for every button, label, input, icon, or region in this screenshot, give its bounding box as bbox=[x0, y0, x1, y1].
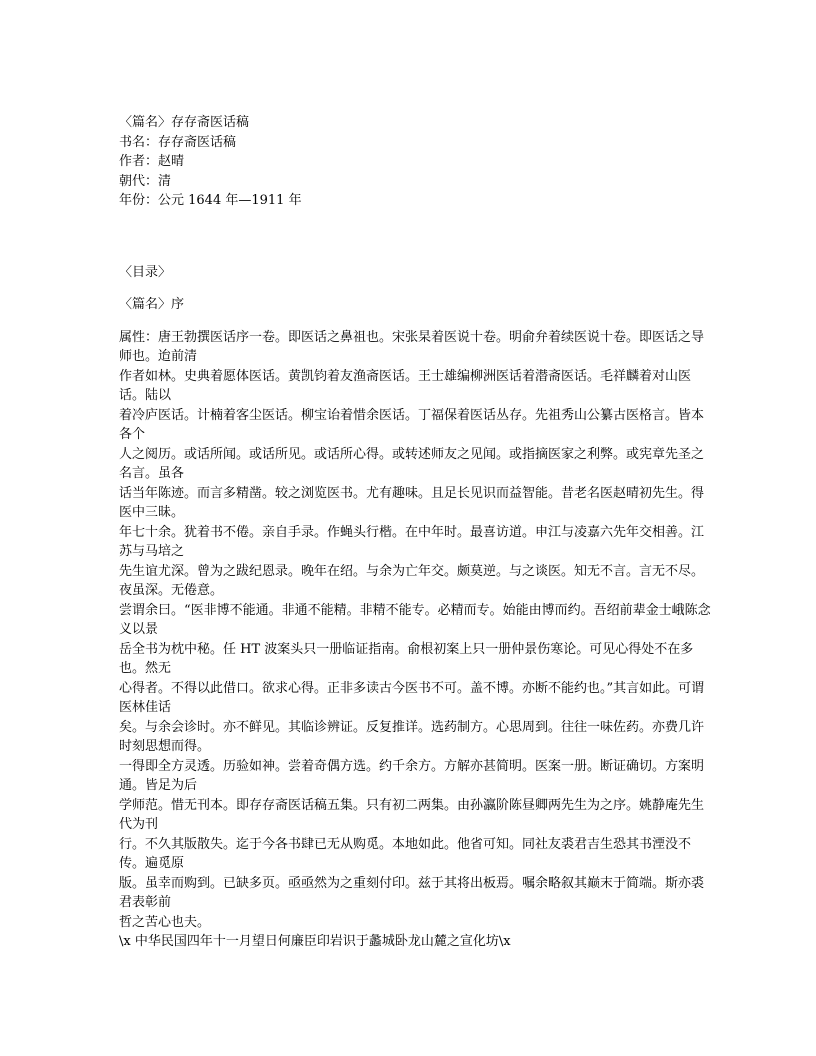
preface-line: 行。不久其版散失。迄于今各书肆已无从购觅。本地如此。他省可知。同社友裘君吉生恐其书湮没不传。遍觅原 bbox=[119, 836, 692, 871]
author-line: 作者：赵晴 bbox=[119, 154, 185, 169]
year-line: 年份：公元 1644 年—1911 年 bbox=[119, 193, 302, 208]
preface-line: 人之阅历。或话所闻。或话所见。或话所心得。或转述师友之见闻。或指摘医家之利弊。或宪章先圣之名言。虽各 bbox=[119, 446, 705, 481]
preface-line: 尝谓余曰。“医非博不能通。非通不能精。非精不能专。必精而专。始能由博而约。吾绍前辈金士峨陈念义以景 bbox=[119, 602, 711, 637]
preface-line: 岳全书为枕中秘。任 HT 波案头只一册临证指南。俞根初案上只一册仲景伤寒论。可见心得处不在多也。然无 bbox=[119, 641, 694, 676]
preface-line: 着冷庐医话。计楠着客尘医话。柳宝诒着惜余医话。丁福保着医话丛存。先祖秀山公纂古医格言。皆本各个 bbox=[119, 407, 705, 442]
preface-line: 心得者。不得以此借口。欲求心得。正非多读古今医书不可。盖不博。亦断不能约也。”其言如此。可谓医林佳话 bbox=[119, 680, 705, 715]
preface-line: 话当年陈迹。而言多精凿。较之浏览医书。尤有趣味。且足长见识而益智能。昔老名医赵晴初先生。得医中三昧。 bbox=[119, 485, 705, 520]
preface-body bbox=[119, 328, 714, 952]
preface-line: 版。虽幸而购到。已缺多页。亟亟然为之重刻付印。兹于其将出板焉。嘱余略叙其巅末于简端。斯亦裘君表彰前 bbox=[119, 875, 705, 910]
preface-line: 学师范。惜无刊本。即存存斋医话稿五集。只有初二两集。由孙瀛阶陈昼卿两先生为之序。姚静庵先生代为刊 bbox=[119, 797, 705, 832]
signature-line: \x 中华民国四年十一月望日何廉臣印岩识于蠡城卧龙山麓之宣化坊\x bbox=[119, 934, 511, 949]
spacer bbox=[119, 315, 714, 328]
dynasty-line: 朝代：清 bbox=[119, 173, 172, 189]
spacer bbox=[119, 211, 714, 263]
preface-line: 一得即全方灵透。历验如神。尝着奇偶方选。约千余方。方解亦甚简明。医案一册。断证确切。方案明通。皆足为后 bbox=[119, 758, 705, 793]
title-line: 〈篇名〉存存斋医话稿 bbox=[119, 115, 250, 130]
preface-line: 年七十余。犹着书不倦。亲自手录。作蝇头行楷。在中年时。最喜访道。申江与凌嘉六先年交相善。江苏与马培之 bbox=[119, 524, 705, 559]
preface-line: 哲之苦心也夫。 bbox=[119, 914, 211, 930]
document-page bbox=[119, 113, 714, 952]
section-title: 〈篇名〉序 bbox=[119, 297, 185, 312]
preface-line: 矣。与余会诊时。亦不鲜见。其临诊辨证。反复推详。选药制方。心思周到。往往一味佐药。亦费几许时刻思想而得。 bbox=[119, 719, 705, 754]
preface-line: 先生谊尤深。曾为之跋纪恩录。晚年在绍。与余为亡年交。颇莫逆。与之谈医。知无不言。言无不尽。夜虽深。无倦意。 bbox=[119, 563, 705, 598]
spacer bbox=[119, 282, 714, 295]
preface-line: 作者如林。史典着愿体医话。黄凯钧着友渔斋医话。王士雄编柳洲医话着潜斋医话。毛祥麟着对山医话。陆以 bbox=[119, 368, 692, 403]
preface-line: 属性：唐王勃撰医话序一卷。即医话之鼻祖也。宋张杲着医说十卷。明俞弁着续医说十卷。即医话之导师也。迨前清 bbox=[119, 329, 705, 364]
book-name-line: 书名：存存斋医话稿 bbox=[119, 134, 237, 150]
toc-label: 〈目录〉 bbox=[119, 264, 172, 280]
